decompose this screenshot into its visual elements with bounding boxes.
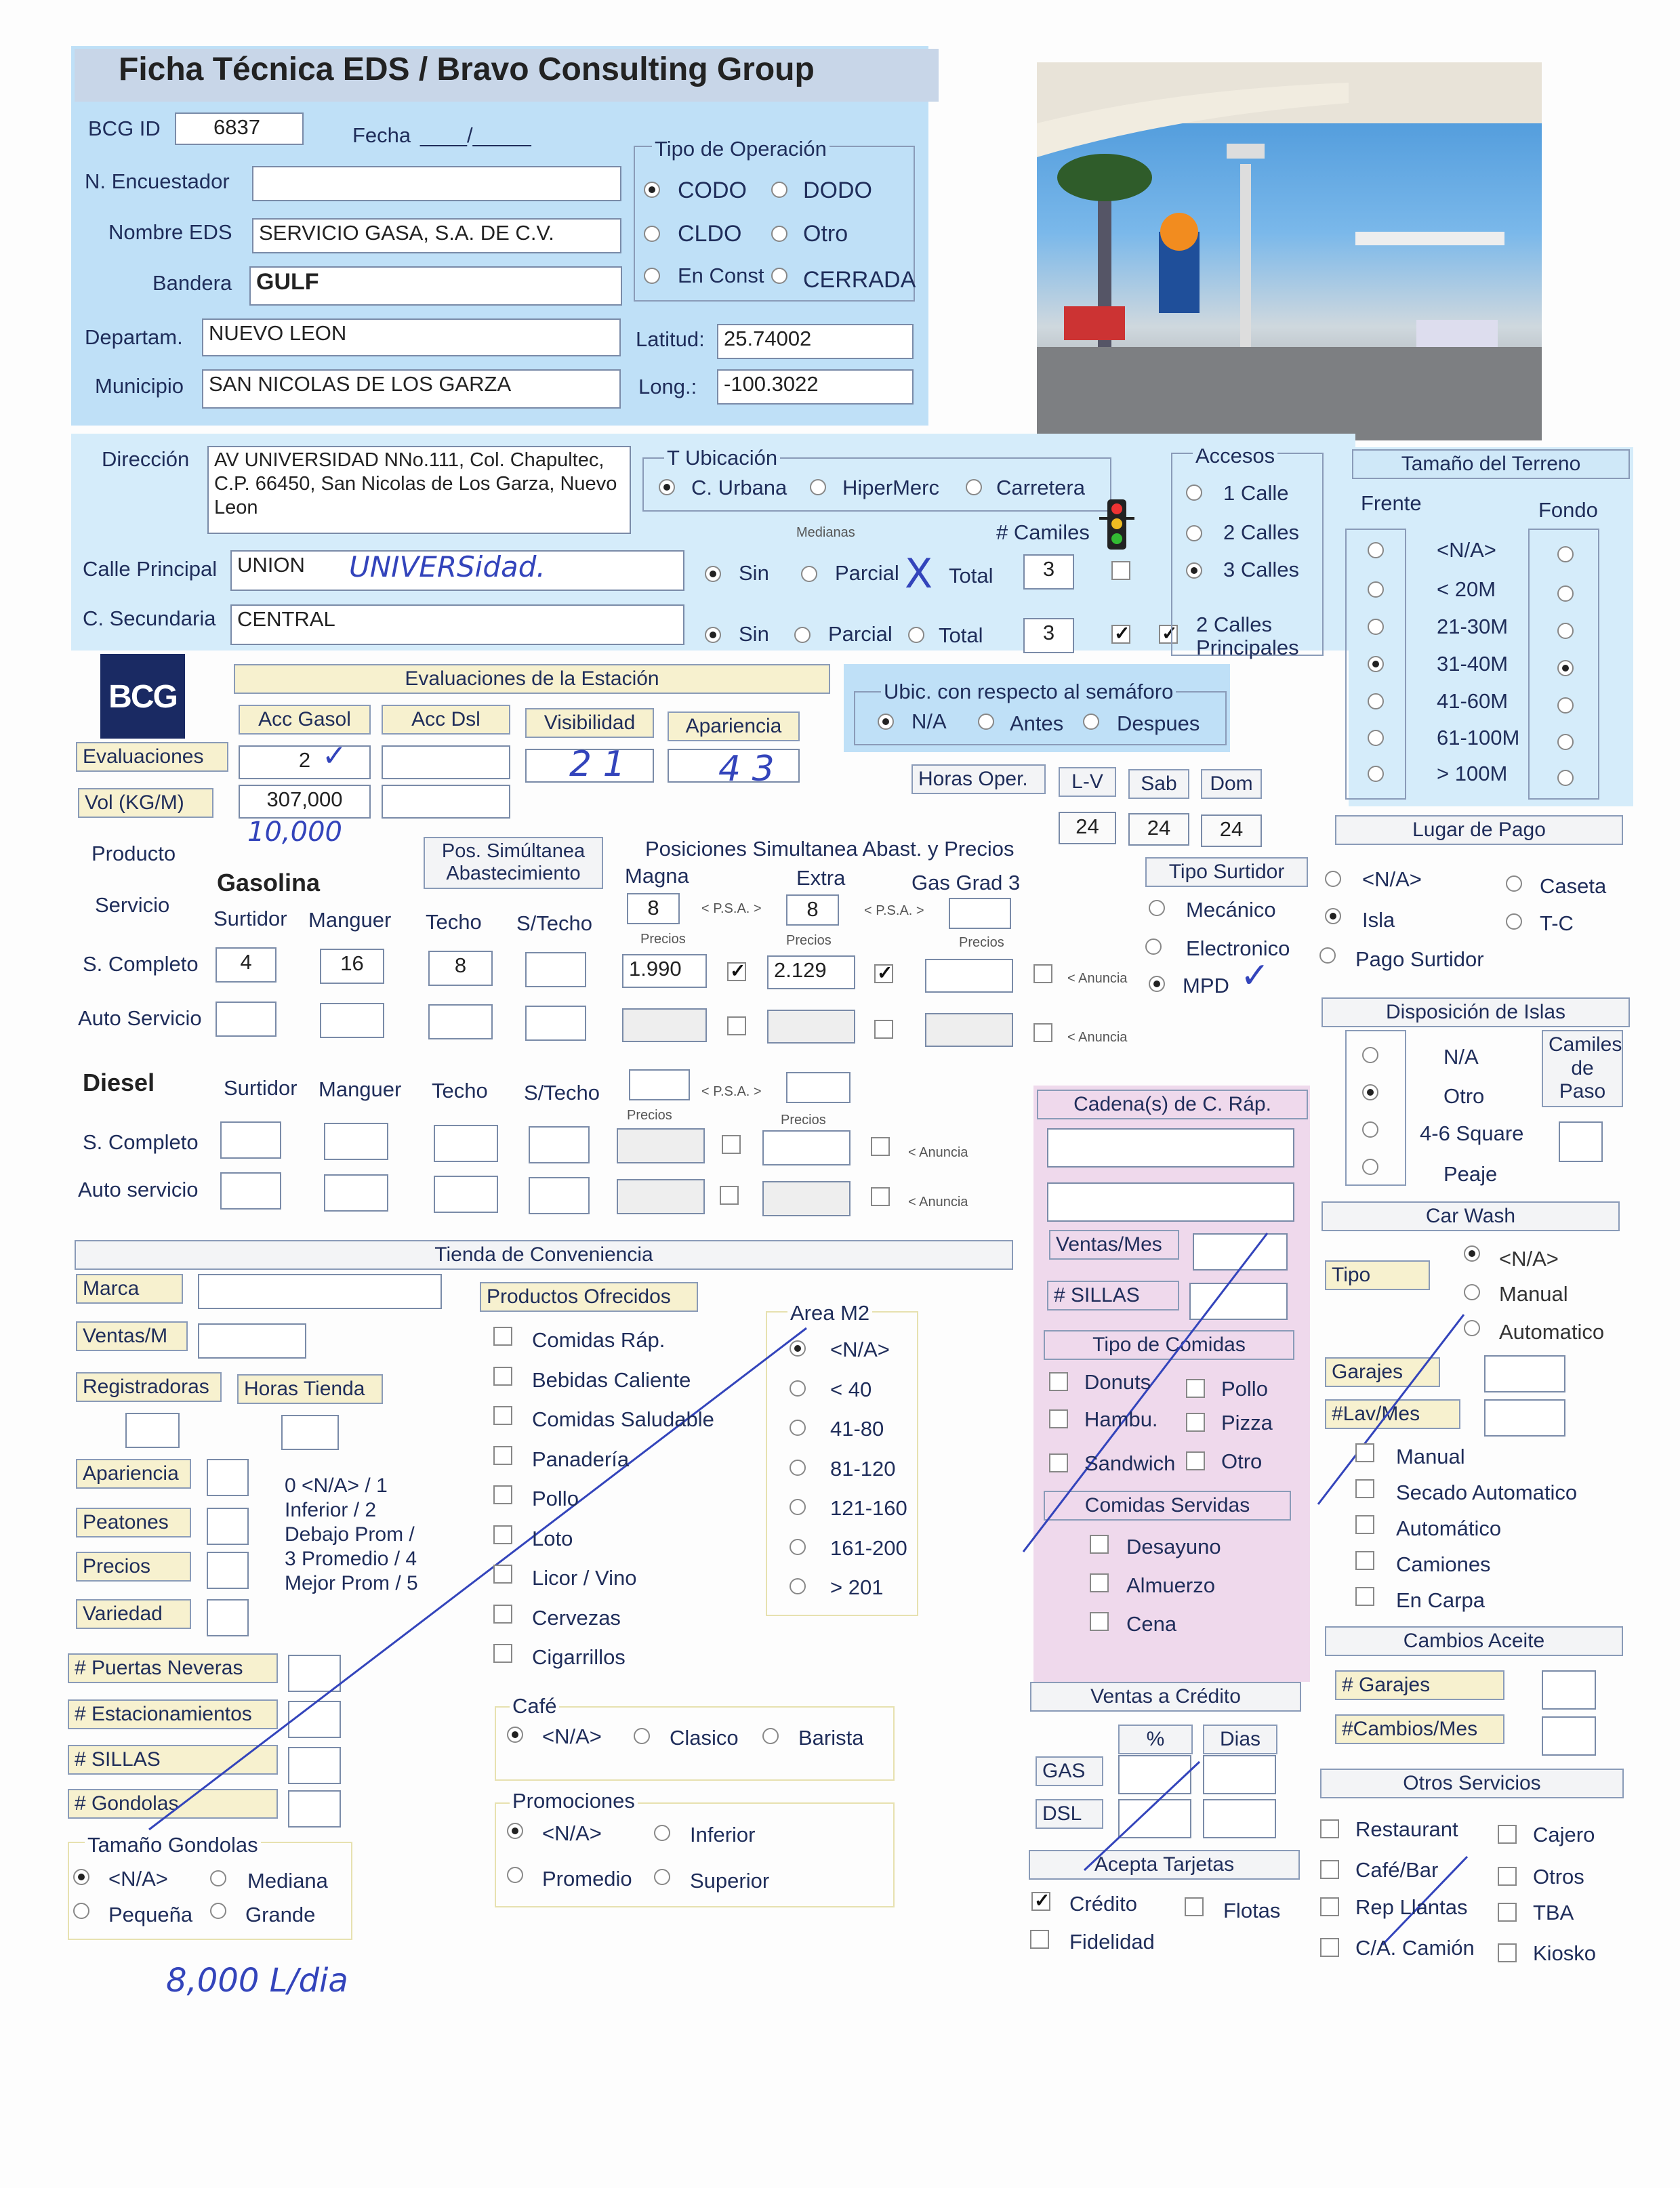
extra-psa-field[interactable]: 8 [786, 894, 839, 926]
gasolina-label: Gasolina [217, 869, 321, 896]
comida-hambu-label: Hambu. [1084, 1407, 1158, 1431]
row1-sin-label: Sin [739, 561, 769, 585]
diesel-psa-label: < P.S.A. > [701, 1084, 762, 1099]
comida-sandwich-label: Sandwich [1084, 1451, 1176, 1475]
area-n-a-radio[interactable] [790, 1340, 806, 1357]
carwash-secado-automatico-label: Secado Automatico [1396, 1481, 1578, 1504]
tam-grande-label: Grande [245, 1903, 316, 1926]
otros-kiosko-label: Kiosko [1533, 1941, 1597, 1965]
area-121-160-label: 121-160 [830, 1496, 907, 1520]
otros-tba-label: TBA [1533, 1901, 1574, 1924]
producto-licor-vino-label: Licor / Vino [532, 1566, 637, 1590]
otros-caf-bar-label: Café/Bar [1355, 1858, 1439, 1882]
tam-gondolas-title: Tamaño Gondolas [85, 1833, 261, 1857]
surtidor-mpd-label: MPD [1183, 974, 1229, 997]
diesel-auto-label: Auto servicio [78, 1178, 199, 1201]
row1-x-mark: X [905, 550, 933, 598]
disp-peaje-label: Peaje [1443, 1162, 1498, 1186]
municipio-label: Municipio [95, 374, 184, 398]
eval-col-acc-dsl: Acc Dsl [382, 705, 510, 735]
producto-cigarrillos-check[interactable] [493, 1644, 512, 1663]
handwritten-note: 8,000 L/dia [166, 1962, 348, 2000]
tam-na-label: <N/A> [108, 1867, 168, 1891]
horas-dom-value[interactable]: 24 [1201, 814, 1262, 847]
row1-total-label: Total [949, 564, 993, 587]
codo-label: CODO [678, 178, 747, 203]
car-wash-title: Car Wash [1322, 1201, 1620, 1231]
fecha-value[interactable]: ____/_____ [420, 123, 531, 147]
surtidor-electronico-label: Electronico [1186, 936, 1290, 960]
carwash-autom-tico-check[interactable] [1355, 1515, 1374, 1534]
vol-handwriting: 10,000 [247, 817, 342, 848]
magna-psa-field[interactable]: 8 [627, 893, 680, 924]
promo-superior-label: Superior [690, 1869, 770, 1893]
lugar-caseta-label: Caseta [1540, 874, 1607, 898]
extra-precios-label: Precios [786, 933, 832, 948]
bcg-logo-text: BCG [108, 679, 177, 715]
producto-bebidas-caliente-label: Bebidas Caliente [532, 1367, 691, 1392]
disp-otro-label: Otro [1443, 1084, 1485, 1108]
tarjeta-flotas-label: Flotas [1223, 1899, 1281, 1922]
producto-cervezas-label: Cervezas [532, 1605, 621, 1630]
latitud-label: Latitud: [636, 327, 705, 351]
credito-dias-label: Dias [1203, 1725, 1277, 1754]
encuestador-label: N. Encuestador [85, 169, 230, 193]
carwash-en-carpa-check[interactable] [1355, 1587, 1374, 1606]
producto-licor-vino-check[interactable] [493, 1565, 512, 1584]
comida-hambu-check[interactable] [1049, 1409, 1068, 1428]
tienda-marca-label: Marca [76, 1274, 183, 1304]
promo-inferior-label: Inferior [690, 1823, 756, 1846]
row1-camiles-field[interactable]: 3 [1023, 554, 1074, 590]
productos-title: Productos Ofrecidos [480, 1282, 698, 1312]
acceso-3-label: 3 Calles [1223, 558, 1299, 581]
camiles-label: # Camiles [996, 520, 1090, 544]
direccion-label: Dirección [102, 447, 190, 471]
diesel-label: Diesel [83, 1069, 155, 1096]
terreno-size-label: 41-60M [1437, 689, 1509, 713]
semaforo-title: Ubic. con respecto al semáforo [881, 680, 1176, 704]
otros-otros-check[interactable] [1498, 1867, 1517, 1886]
comida-donuts-check[interactable] [1049, 1372, 1068, 1391]
magna-precios-label: Precios [640, 932, 686, 947]
nombre-label: Nombre EDS [108, 220, 232, 244]
horas-dom-label: Dom [1201, 769, 1262, 799]
carwash-camiones-label: Camiones [1396, 1552, 1491, 1576]
tienda-variedad-label: Variedad [76, 1599, 191, 1629]
servida-cena-label: Cena [1126, 1612, 1177, 1636]
medianas-label: Medianas [796, 525, 855, 540]
comida-pizza-check[interactable] [1186, 1413, 1205, 1432]
fondo-label: Fondo [1538, 498, 1598, 522]
bandera-field[interactable]: GULF [249, 266, 622, 306]
horas-lv-value[interactable]: 24 [1059, 812, 1116, 844]
apariencia-handwriting: 4 3 [718, 749, 775, 789]
otros-restaurant-label: Restaurant [1355, 1817, 1458, 1841]
lugar-tc-label: T-C [1540, 911, 1574, 935]
fondo-61-100m-radio[interactable] [1557, 734, 1574, 750]
row2-sin-label: Sin [739, 622, 769, 646]
tarjeta-credito-label: Crédito [1069, 1892, 1137, 1916]
area-41-80-label: 41-80 [830, 1417, 884, 1441]
frente-n-a-radio[interactable] [1368, 542, 1384, 558]
semaforo-antes-label: Antes [1010, 711, 1064, 735]
car-wash-tipo-label: Tipo [1325, 1260, 1430, 1290]
otros-caf-bar-check[interactable] [1320, 1860, 1339, 1879]
servida-almuerzo-check[interactable] [1090, 1573, 1109, 1592]
credito-title: Ventas a Crédito [1030, 1682, 1301, 1712]
carwash-na-label: <N/A> [1499, 1247, 1559, 1271]
area-161-200-label: 161-200 [830, 1535, 907, 1560]
area-40-radio[interactable] [790, 1380, 806, 1397]
otro-label: Otro [803, 221, 848, 247]
producto-comidas-saludable-label: Comidas Saludable [532, 1407, 714, 1431]
gas-sc-techo[interactable]: 8 [428, 951, 493, 986]
calle-principal-label: Calle Principal [83, 557, 218, 581]
gas-sc-extra-price[interactable]: 2.129 [767, 955, 855, 989]
terreno-size-label: > 100M [1437, 762, 1508, 785]
servicio-label: Servicio [95, 893, 170, 917]
cldo-label: CLDO [678, 221, 742, 247]
cambios-mes-label: #Cambios/Mes [1335, 1714, 1504, 1744]
comida-pollo-check[interactable] [1186, 1379, 1205, 1398]
terreno-size-label: 61-100M [1437, 726, 1520, 749]
otros-cajero-check[interactable] [1498, 1825, 1517, 1844]
tienda-apariencia-label: Apariencia [76, 1459, 191, 1489]
lugar-na-label: <N/A> [1362, 867, 1422, 891]
tienda-title: Tienda de Conveniencia [75, 1240, 1013, 1270]
tam-mediana-label: Mediana [247, 1869, 328, 1893]
servida-desayuno-check[interactable] [1090, 1535, 1109, 1554]
terreno-size-label: 31-40M [1437, 652, 1509, 676]
producto-loto-label: Loto [532, 1526, 573, 1550]
carwash-manual-check[interactable] [1355, 1443, 1374, 1462]
diesel-surtidor-label: Surtidor [224, 1076, 298, 1100]
accesos-title: Accesos [1193, 444, 1277, 468]
terreno-title: Tamaño del Terreno [1352, 449, 1630, 479]
promo-na-label: <N/A> [542, 1821, 602, 1845]
magna-psa-label: < P.S.A. > [701, 901, 762, 916]
long-label: Long.: [638, 375, 697, 398]
row2-parcial-label: Parcial [828, 622, 893, 646]
area-41-80-radio[interactable] [790, 1420, 806, 1436]
gas-techo-label: Techo [426, 910, 482, 934]
area-81-120-radio[interactable] [790, 1460, 806, 1476]
page-title: Ficha Técnica EDS / Bravo Consulting Group [119, 51, 815, 87]
servida-almuerzo-label: Almuerzo [1126, 1573, 1215, 1597]
carwash-autom-tico-label: Automático [1396, 1516, 1502, 1540]
bandera-label: Bandera [152, 271, 232, 295]
pos-sim-title: Pos. Simúltanea Abastecimiento [424, 837, 603, 889]
secundaria-field[interactable]: CENTRAL [230, 604, 684, 645]
garajes-label: Garajes [1325, 1357, 1440, 1387]
vol-field[interactable]: 307,000 [239, 785, 371, 819]
horas-label: Horas Oper. [911, 764, 1046, 794]
bcg-id-field[interactable]: 6837 [175, 112, 304, 145]
magna-label: Magna [625, 864, 689, 888]
eval-row-label: Evaluaciones [76, 742, 228, 772]
gas-sc-surtidor[interactable]: 4 [216, 947, 276, 983]
en-const-label: En Const [678, 264, 764, 287]
area-n-a-label: <N/A> [830, 1338, 890, 1361]
gas-sc-manguer[interactable]: 16 [320, 949, 384, 984]
tarjetas-title: Acepta Tarjetas [1029, 1850, 1300, 1880]
visibilidad-handwriting: 2 1 [569, 744, 626, 785]
acceso-principales-label: 2 Calles Principales [1196, 613, 1299, 660]
credito-pct-label: % [1118, 1725, 1193, 1754]
calle-principal-handwriting: UNIVERSidad. [349, 550, 546, 583]
producto-comidas-saludable-check[interactable] [493, 1406, 512, 1425]
long-field[interactable]: -100.3022 [717, 369, 914, 405]
tienda-sillas-label: # SILLAS [68, 1745, 278, 1775]
servida-cena-check[interactable] [1090, 1612, 1109, 1631]
area-81-120-label: 81-120 [830, 1456, 896, 1481]
frente-61-100m-radio[interactable] [1368, 730, 1384, 746]
tienda-scale-text: 0 <N/A> / 1 Inferior / 2 Debajo Prom / 3 Promedio / 4 Mejor Prom / 5 [285, 1474, 418, 1594]
credito-dsl-label: DSL [1036, 1799, 1103, 1829]
municipio-field[interactable]: SAN NICOLAS DE LOS GARZA [202, 369, 621, 409]
producto-pollo-check[interactable] [493, 1485, 512, 1504]
fondo-20m-radio[interactable] [1557, 585, 1574, 602]
calle-principal-field[interactable]: UNION [230, 550, 684, 591]
eval-col-acc-gasol: Acc Gasol [239, 705, 371, 735]
semaforo-despues-label: Despues [1117, 711, 1200, 735]
carwash-auto-label: Automatico [1499, 1320, 1605, 1344]
fondo-100m-radio[interactable] [1557, 770, 1574, 786]
cafe-title: Café [510, 1694, 559, 1718]
carwash-manual-label: Manual [1499, 1282, 1568, 1306]
otros-cajero-label: Cajero [1533, 1823, 1595, 1846]
diesel-manguer-label: Manguer [319, 1077, 402, 1101]
producto-panader-a-check[interactable] [493, 1446, 512, 1465]
producto-comidas-r-p-check[interactable] [493, 1327, 512, 1346]
tipo-operacion-title: Tipo de Operación [652, 137, 829, 161]
ubicacion-title: T Ubicación [664, 446, 780, 470]
fondo-41-60m-radio[interactable] [1557, 697, 1574, 714]
fondo-n-a-radio[interactable] [1557, 546, 1574, 562]
c-urbana-label: C. Urbana [691, 476, 787, 499]
cerrada-label: CERRADA [803, 267, 916, 293]
diesel-techo-label: Techo [432, 1079, 488, 1102]
gas-sc-magna-price[interactable]: 1.990 [622, 954, 707, 988]
dodo-label: DODO [803, 178, 872, 203]
carwash-secado-automatico-check[interactable] [1355, 1479, 1374, 1498]
carretera-label: Carretera [996, 476, 1085, 499]
frente-21-30m-radio[interactable] [1368, 619, 1384, 635]
promo-title: Promociones [510, 1789, 638, 1813]
horas-sab-value[interactable]: 24 [1128, 813, 1189, 846]
comida-otro-check[interactable] [1186, 1451, 1205, 1470]
tienda-precios-label: Precios [76, 1552, 191, 1582]
diesel-stecho-label: S/Techo [524, 1081, 600, 1105]
comida-donuts-label: Donuts [1084, 1370, 1151, 1394]
frente-20m-radio[interactable] [1368, 581, 1384, 598]
hipermerc-label: HiperMerc [842, 476, 939, 499]
area-201-radio[interactable] [790, 1578, 806, 1594]
carwash-manual-label: Manual [1396, 1445, 1465, 1468]
producto-cigarrillos-label: Cigarrillos [532, 1645, 626, 1669]
tam-pequena-label: Pequeña [108, 1903, 193, 1926]
cadena-title: Cadena(s) de C. Ráp. [1037, 1090, 1308, 1119]
disp-square-label: 4-6 Square [1420, 1121, 1524, 1145]
tienda-peatones-label: Peatones [76, 1508, 191, 1537]
cafe-barista-label: Barista [798, 1726, 864, 1750]
surtidor-mecanico-label: Mecánico [1186, 898, 1276, 922]
cambios-title: Cambios Aceite [1325, 1626, 1623, 1656]
carwash-camiones-check[interactable] [1355, 1551, 1374, 1570]
otros-restaurant-check[interactable] [1320, 1819, 1339, 1838]
terreno-size-label: <N/A> [1437, 538, 1496, 562]
evaluaciones-title: Evaluaciones de la Estación [234, 664, 830, 694]
comida-sandwich-check[interactable] [1049, 1453, 1068, 1472]
acc-gasol-field[interactable]: 2 [239, 745, 371, 779]
tarjeta-fidelidad-label: Fidelidad [1069, 1930, 1155, 1954]
diesel-s-completo-label: S. Completo [83, 1130, 199, 1154]
servida-desayuno-label: Desayuno [1126, 1535, 1221, 1559]
grad3-label: Gas Grad 3 [911, 871, 1021, 894]
tienda-horas-label: Horas Tienda [237, 1374, 383, 1404]
otros-tba-check[interactable] [1498, 1903, 1517, 1922]
tipo-surtidor-title: Tipo Surtidor [1145, 857, 1308, 887]
gas-stecho-label: S/Techo [516, 911, 593, 935]
area-161-200-radio[interactable] [790, 1539, 806, 1555]
disp-na-label: N/A [1443, 1045, 1479, 1069]
semaforo-na-label: N/A [911, 709, 947, 733]
lugar-isla-label: Isla [1362, 908, 1395, 932]
cafe-na-label: <N/A> [542, 1725, 602, 1748]
comida-pizza-label: Pizza [1221, 1411, 1273, 1434]
mpd-check: ✓ [1240, 955, 1270, 996]
departam-label: Departam. [85, 325, 183, 349]
otros-c-a-cami-n-check[interactable] [1320, 1938, 1339, 1957]
producto-pollo-label: Pollo [532, 1487, 579, 1510]
otros-rep-llantas-check[interactable] [1320, 1897, 1339, 1916]
lugar-pago-title: Lugar de Pago [1335, 815, 1623, 845]
row2-camiles-field[interactable]: 3 [1023, 618, 1074, 653]
horas-sab-label: Sab [1128, 769, 1189, 799]
producto-panader-a-label: Panadería [532, 1447, 630, 1471]
frente-label: Frente [1361, 491, 1422, 515]
promo-promedio-label: Promedio [542, 1867, 632, 1891]
comida-pollo-label: Pollo [1221, 1377, 1268, 1401]
gondolas-label: # Gondolas [68, 1789, 278, 1819]
cadena-sillas-label: # SILLAS [1047, 1281, 1179, 1310]
estacionamientos-label: # Estacionamientos [68, 1699, 278, 1729]
area-201-label: > 201 [830, 1575, 884, 1599]
terreno-size-label: 21-30M [1437, 615, 1509, 638]
tienda-registradoras-label: Registradoras [76, 1372, 222, 1402]
diesel-precios-a: Precios [627, 1108, 672, 1123]
cafe-clasico-label: Clasico [670, 1726, 739, 1750]
otros-kiosko-check[interactable] [1498, 1943, 1517, 1962]
disposicion-title: Disposición de Islas [1322, 997, 1630, 1027]
vol-row-label: Vol (KG/M) [78, 788, 213, 818]
eval-col-apariencia: Apariencia [668, 711, 800, 741]
producto-cervezas-check[interactable] [493, 1605, 512, 1624]
frente-100m-radio[interactable] [1368, 766, 1384, 782]
producto-bebidas-caliente-check[interactable] [493, 1367, 512, 1386]
tipo-comidas-title: Tipo de Comidas [1044, 1330, 1294, 1360]
comida-otro-label: Otro [1221, 1449, 1263, 1473]
grad3-precios-label: Precios [959, 935, 1004, 950]
gas-sc-anuncia-label: < Anuncia [1067, 971, 1128, 986]
acceso-2-label: 2 Calles [1223, 520, 1299, 544]
secundaria-label: C. Secundaria [83, 606, 216, 630]
producto-comidas-r-p-label: Comidas Ráp. [532, 1328, 665, 1352]
direccion-field[interactable]: AV UNIVERSIDAD NNo.111, Col. Chapultec, C.P. 66450, San Nicolas de Los Garza, Nuevo Leon [207, 446, 631, 534]
area-121-160-radio[interactable] [790, 1499, 806, 1515]
gas-as-anuncia-label: < Anuncia [1067, 1030, 1128, 1045]
row2-total-label: Total [939, 623, 983, 647]
producto-loto-check[interactable] [493, 1525, 512, 1544]
horas-lv-label: L-V [1059, 767, 1116, 797]
diesel-sc-anuncia-label: < Anuncia [908, 1145, 968, 1160]
gas-s-completo-label: S. Completo [83, 952, 199, 976]
diesel-as-anuncia-label: < Anuncia [908, 1195, 968, 1210]
area-40-label: < 40 [830, 1377, 872, 1401]
puertas-label: # Puertas Neveras [68, 1653, 278, 1683]
pos-precios-title: Posiciones Simultanea Abast. y Precios [645, 837, 1015, 861]
lav-mes-label: #Lav/Mes [1325, 1399, 1460, 1429]
gas-auto-servicio-label: Auto Servicio [78, 1006, 202, 1030]
comidas-servidas-title: Comidas Servidas [1044, 1491, 1291, 1521]
terreno-size-label: < 20M [1437, 577, 1496, 601]
camiles-paso-label: Camiles de Paso [1542, 1030, 1623, 1107]
fondo-21-30m-radio[interactable] [1557, 623, 1574, 639]
extra-psa-label: < P.S.A. > [864, 903, 924, 918]
producto-label: Producto [91, 842, 176, 865]
row1-parcial-label: Parcial [835, 561, 899, 585]
otros-title: Otros Servicios [1320, 1769, 1624, 1798]
lugar-surtidor-label: Pago Surtidor [1355, 947, 1484, 971]
carwash-en-carpa-label: En Carpa [1396, 1588, 1485, 1612]
credito-gas-label: GAS [1036, 1756, 1103, 1786]
otros-c-a-cami-n-label: C/A. Camión [1355, 1936, 1475, 1960]
acc-gasol-check: ✓ [322, 739, 347, 773]
gas-manguer-label: Manguer [308, 908, 392, 932]
frente-31-40m-radio[interactable] [1368, 656, 1384, 672]
otros-rep-llantas-label: Rep Llantas [1355, 1895, 1468, 1919]
tienda-ventas-label: Ventas/M [76, 1321, 188, 1351]
diesel-precios-b: Precios [781, 1113, 826, 1128]
frente-41-60m-radio[interactable] [1368, 693, 1384, 709]
area-title: Area M2 [787, 1301, 872, 1325]
eval-col-visibilidad: Visibilidad [525, 708, 654, 738]
latitud-field[interactable]: 25.74002 [717, 324, 914, 359]
otros-otros-label: Otros [1533, 1865, 1584, 1888]
bcg-id-label: BCG ID [88, 117, 161, 140]
fecha-label: Fecha [352, 123, 411, 147]
cambios-garajes-label: # Garajes [1335, 1670, 1504, 1700]
nombre-field[interactable]: SERVICIO GASA, S.A. DE C.V. [252, 218, 621, 253]
cadena-ventas-label: Ventas/Mes [1049, 1230, 1179, 1260]
extra-label: Extra [796, 866, 846, 890]
fondo-31-40m-radio[interactable] [1557, 660, 1574, 676]
departam-field[interactable]: NUEVO LEON [202, 318, 621, 356]
acceso-1-label: 1 Calle [1223, 481, 1289, 505]
gas-surtidor-label: Surtidor [213, 907, 287, 930]
